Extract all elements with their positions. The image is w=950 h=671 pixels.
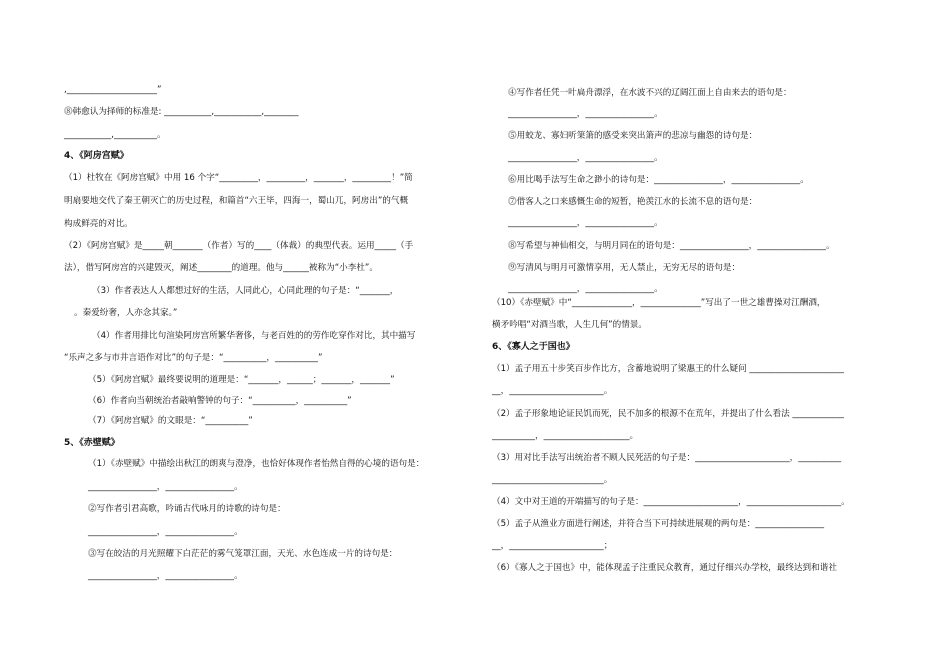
right-column <box>478 0 950 671</box>
text-line: ⓺用比喝手法写生命之渺小的诗句是：________________，________________。 <box>508 175 809 185</box>
text-line: 横矛吟唱“对酒当歌，人生几何”的情景。 <box>492 320 647 330</box>
text-line: __，______________________。 <box>492 386 613 396</box>
text-line: ⓷写在皎洁的月光照耀下白茫茫的雾气笼罩江面，天光、水色连成一片的诗句是： <box>88 549 398 559</box>
text-line: ________________，________________。 <box>508 153 663 163</box>
text-line: ⓹用蛟龙、寡妇听筙箫的感受来突出箫声的悲凉与幽怨的诗句是： <box>508 131 758 141</box>
section-heading: 4、《阿房宫赋》 <box>64 151 129 161</box>
text-line: ___________,__________。 <box>64 130 166 140</box>
text-line: （2）孟子形象地论证民饥而死，民不加多的根源不在荒年，并提出了什么看法 ____________ <box>492 409 844 419</box>
text-line: （5）《阿房宫赋》最终要说明的道理是：“_______，______；_______，_______” <box>88 375 395 385</box>
text-line: （5）孟子从渔业方面进行阐述，并符合当下可持续进展观的两句是：________________ <box>492 519 825 529</box>
section-heading: 6、《寡人之于国也》 <box>492 342 575 352</box>
text-line: ________________，________________。 <box>508 218 663 228</box>
text-line: （10）《赤壁赋》中“______________，______________”写出了一世之雄曹操对江酬酒， <box>492 298 826 308</box>
text-line: （6）《寡人之于国也》中，能体现孟子注重民众教育，通过仔细兴办学校，最终达到和谐社 <box>492 563 837 573</box>
text-line: （7）《阿房宫赋》的文眼是：“__________” <box>88 416 253 426</box>
text-line: 构成鲜亮的对比。 <box>64 219 133 229</box>
section-heading: 5、《赤壁赋》 <box>64 438 120 448</box>
text-line: ,_____________________” <box>64 85 162 95</box>
text-line: （4）作者用排比句渲染阿房宫所繁华奢侈，与老百姓的的劳作吃穿作对比，其中描写 <box>92 331 416 341</box>
text-line: ________________，________________。 <box>88 482 243 492</box>
text-line: __________，____________________。 <box>492 431 639 441</box>
text-line: “乐声之多与市井言语作对比”的句子是：“__________，__________” <box>64 353 323 363</box>
text-line: （3）作者表达人人都想过好的生活，人同此心，心同此理的句子是：“_______， <box>92 286 399 296</box>
text-line: （2）《阿房宫赋》是_____朝_______（作者）写的____（体裁）的典型代表。运用_____（手 <box>64 241 414 251</box>
text-line: 明扇要地交代了秦王朝灭亡的历史过程，和篇首“六王毕，四海一，蜀山兀，阿房出”的气概 <box>64 196 409 206</box>
text-line: ⓶写作者引君高歌，吟诵古代咏月的诗歌的诗句是： <box>88 504 286 514</box>
text-line: ⓼写希望与神仙相交，与明月同在的语句是：________________，________________。 <box>508 241 835 251</box>
text-line: __，______________________； <box>492 541 613 551</box>
text-line: ⓻借客人之口来感慨生命的短暂，艳羡江水的长流不息的语句是： <box>508 197 758 207</box>
text-line: ________________，________________。 <box>88 571 243 581</box>
text-line: （6）作者向当朝统治者敲响警钟的句子：“__________，__________” <box>88 396 352 406</box>
text-line: ________________，________________。 <box>88 527 243 537</box>
text-line: ⓽写清风与明月可激情享用，无人禁止，无穷无尽的语句是： <box>508 263 741 273</box>
text-line: （3）用对比手法写出统治者不顾人民死活的句子是：______________________，__________ <box>492 453 842 463</box>
text-line: ⓼韩愈认为择师的标准是: ___________,___________,________ <box>64 107 299 117</box>
text-line: __________________________。 <box>492 475 613 485</box>
text-line: ________________，________________。 <box>508 284 663 294</box>
text-line: （1）孟子用五十步笑百步作比方，含蓄地说明了梁惠王的什么疑问 ______________________ <box>492 364 844 374</box>
text-line: 法），借写阿房宫的兴建毁灭，阐述________的道理。他与______被称为“小李杜”。 <box>64 263 378 273</box>
text-line: ⓸写作者任凭一叶扁舟漂浮，在水波不兴的辽阔江面上自由来去的语句是： <box>508 88 792 98</box>
text-line: （1）《赤壁赋》中描绘出秋江的朗爽与澄净，也恰好体现作者怡然自得的心境的语句是： <box>88 459 425 469</box>
text-line: 。秦爱纷奢，人亦念其家。” <box>74 308 178 318</box>
text-line: （4）文中对王道的开端描写的句子是：______________________，______________________。 <box>492 497 850 507</box>
text-line: ________________，________________。 <box>508 109 663 119</box>
text-line: （1）杜牧在《阿房宫赋》中用 16 个字“_________，_________，_______，_________！”简 <box>64 173 413 183</box>
